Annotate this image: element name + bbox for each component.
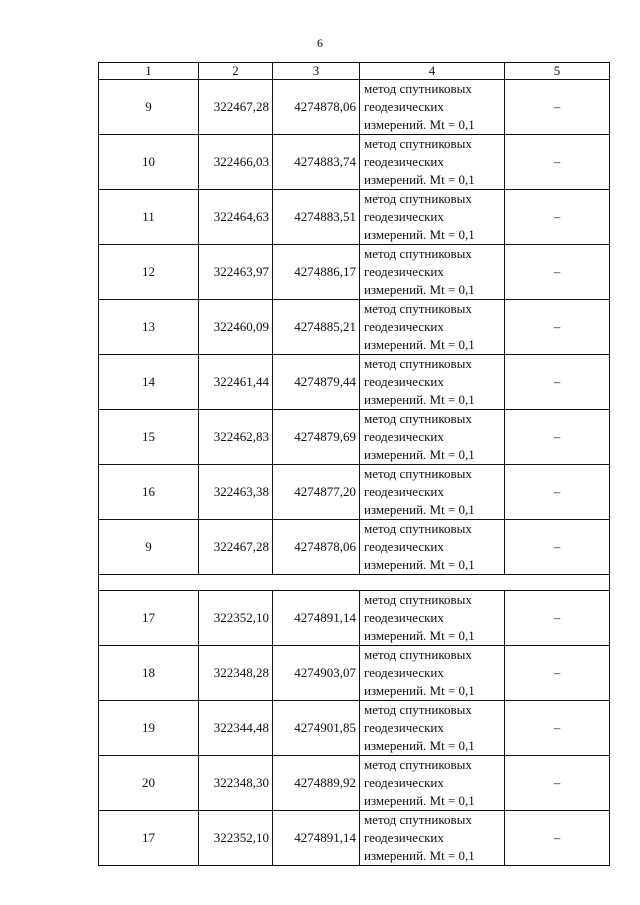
header-col-4: 4 — [360, 63, 505, 80]
header-col-1: 1 — [99, 63, 199, 80]
note-cell: – — [505, 355, 610, 410]
y-coordinate-cell: 4274901,85 — [273, 701, 360, 756]
x-coordinate-cell: 322464,63 — [199, 190, 273, 245]
note-cell: – — [505, 190, 610, 245]
method-line: измерений. Mt = 0,1 — [364, 282, 475, 297]
table-row — [99, 701, 610, 756]
x-coordinate-cell: 322463,97 — [199, 245, 273, 300]
point-number-cell: 11 — [99, 190, 199, 245]
method-cell — [360, 245, 505, 300]
y-coordinate-cell: 4274891,14 — [273, 811, 360, 866]
y-coordinate-cell: 4274883,51 — [273, 190, 360, 245]
note-cell: – — [505, 701, 610, 756]
table-row — [99, 135, 610, 190]
point-number-cell: 16 — [99, 465, 199, 520]
y-coordinate-cell: 4274891,14 — [273, 591, 360, 646]
note-cell: – — [505, 135, 610, 190]
method-line: геодезических — [364, 264, 444, 279]
method-line: метод спутниковых — [364, 592, 472, 607]
y-coordinate-cell: 4274877,20 — [273, 465, 360, 520]
method-line: геодезических — [364, 99, 444, 114]
point-number-cell: 18 — [99, 646, 199, 701]
x-coordinate-cell: 322463,38 — [199, 465, 273, 520]
page-number: 6 — [317, 36, 323, 50]
method-line: метод спутниковых — [364, 521, 472, 536]
note-cell: – — [505, 756, 610, 811]
header-col-3: 3 — [273, 63, 360, 80]
method-line: измерений. Mt = 0,1 — [364, 557, 475, 572]
method-cell — [360, 355, 505, 410]
y-coordinate-cell: 4274879,44 — [273, 355, 360, 410]
method-line: геодезических — [364, 720, 444, 735]
point-number-cell: 10 — [99, 135, 199, 190]
point-number-cell: 14 — [99, 355, 199, 410]
point-number-cell: 19 — [99, 701, 199, 756]
method-line: измерений. Mt = 0,1 — [364, 683, 475, 698]
table-row — [99, 520, 610, 575]
method-line: измерений. Mt = 0,1 — [364, 848, 475, 863]
header-col-2: 2 — [199, 63, 273, 80]
method-cell — [360, 591, 505, 646]
table-row — [99, 190, 610, 245]
table-row — [99, 80, 610, 135]
point-number-cell: 17 — [99, 811, 199, 866]
table-row — [99, 245, 610, 300]
note-cell: – — [505, 646, 610, 701]
x-coordinate-cell: 322467,28 — [199, 520, 273, 575]
point-number-cell: 20 — [99, 756, 199, 811]
note-cell: – — [505, 80, 610, 135]
coordinates-table — [98, 62, 610, 866]
method-line: измерений. Mt = 0,1 — [364, 227, 475, 242]
method-line: геодезических — [364, 374, 444, 389]
method-line: метод спутниковых — [364, 812, 472, 827]
point-number-cell: 12 — [99, 245, 199, 300]
method-cell — [360, 520, 505, 575]
method-line: метод спутниковых — [364, 757, 472, 772]
note-cell: – — [505, 520, 610, 575]
method-cell — [360, 465, 505, 520]
y-coordinate-cell: 4274903,07 — [273, 646, 360, 701]
note-cell: – — [505, 811, 610, 866]
method-line: измерений. Mt = 0,1 — [364, 502, 475, 517]
method-line: метод спутниковых — [364, 647, 472, 662]
table-row — [99, 811, 610, 866]
table-row — [99, 300, 610, 355]
point-number-cell: 15 — [99, 410, 199, 465]
method-line: метод спутниковых — [364, 301, 472, 316]
method-line: измерений. Mt = 0,1 — [364, 628, 475, 643]
point-number-cell: 17 — [99, 591, 199, 646]
y-coordinate-cell: 4274878,06 — [273, 80, 360, 135]
x-coordinate-cell: 322460,09 — [199, 300, 273, 355]
method-line: геодезических — [364, 429, 444, 444]
table-body — [99, 80, 610, 866]
y-coordinate-cell: 4274883,74 — [273, 135, 360, 190]
method-line: измерений. Mt = 0,1 — [364, 117, 475, 132]
table-row — [99, 410, 610, 465]
method-cell — [360, 190, 505, 245]
method-cell — [360, 646, 505, 701]
note-cell: – — [505, 300, 610, 355]
x-coordinate-cell: 322348,28 — [199, 646, 273, 701]
x-coordinate-cell: 322466,03 — [199, 135, 273, 190]
method-line: метод спутниковых — [364, 191, 472, 206]
method-line: геодезических — [364, 539, 444, 554]
note-cell: – — [505, 245, 610, 300]
method-line: измерений. Mt = 0,1 — [364, 738, 475, 753]
method-line: измерений. Mt = 0,1 — [364, 337, 475, 352]
method-line: метод спутниковых — [364, 466, 472, 481]
point-number-cell: 13 — [99, 300, 199, 355]
point-number-cell: 9 — [99, 520, 199, 575]
x-coordinate-cell: 322348,30 — [199, 756, 273, 811]
method-line: геодезических — [364, 610, 444, 625]
method-cell — [360, 80, 505, 135]
group-separator-cell — [99, 575, 610, 591]
table-row — [99, 465, 610, 520]
method-line: геодезических — [364, 665, 444, 680]
method-cell — [360, 410, 505, 465]
method-line: измерений. Mt = 0,1 — [364, 447, 475, 462]
method-line: метод спутниковых — [364, 246, 472, 261]
header-col-5: 5 — [505, 63, 610, 80]
method-line: метод спутниковых — [364, 81, 472, 96]
note-cell: – — [505, 465, 610, 520]
method-cell — [360, 701, 505, 756]
table-row — [99, 646, 610, 701]
note-cell: – — [505, 410, 610, 465]
method-line: геодезических — [364, 830, 444, 845]
method-cell — [360, 300, 505, 355]
x-coordinate-cell: 322467,28 — [199, 80, 273, 135]
note-cell: – — [505, 591, 610, 646]
method-line: геодезических — [364, 484, 444, 499]
point-number-cell: 9 — [99, 80, 199, 135]
method-cell — [360, 811, 505, 866]
method-line: геодезических — [364, 319, 444, 334]
table-row — [99, 756, 610, 811]
method-line: геодезических — [364, 154, 444, 169]
y-coordinate-cell: 4274889,92 — [273, 756, 360, 811]
x-coordinate-cell: 322344,48 — [199, 701, 273, 756]
y-coordinate-cell: 4274879,69 — [273, 410, 360, 465]
method-line: измерений. Mt = 0,1 — [364, 172, 475, 187]
y-coordinate-cell: 4274886,17 — [273, 245, 360, 300]
method-line: метод спутниковых — [364, 702, 472, 717]
method-line: геодезических — [364, 775, 444, 790]
x-coordinate-cell: 322352,10 — [199, 811, 273, 866]
x-coordinate-cell: 322461,44 — [199, 355, 273, 410]
x-coordinate-cell: 322462,83 — [199, 410, 273, 465]
y-coordinate-cell: 4274878,06 — [273, 520, 360, 575]
group-separator-row — [99, 575, 610, 591]
method-line: геодезических — [364, 209, 444, 224]
method-line: метод спутниковых — [364, 136, 472, 151]
method-line: измерений. Mt = 0,1 — [364, 793, 475, 808]
method-cell — [360, 135, 505, 190]
method-cell — [360, 756, 505, 811]
method-line: метод спутниковых — [364, 356, 472, 371]
table-header-row — [99, 63, 610, 80]
x-coordinate-cell: 322352,10 — [199, 591, 273, 646]
table-row — [99, 591, 610, 646]
method-line: метод спутниковых — [364, 411, 472, 426]
y-coordinate-cell: 4274885,21 — [273, 300, 360, 355]
method-line: измерений. Mt = 0,1 — [364, 392, 475, 407]
table-row — [99, 355, 610, 410]
